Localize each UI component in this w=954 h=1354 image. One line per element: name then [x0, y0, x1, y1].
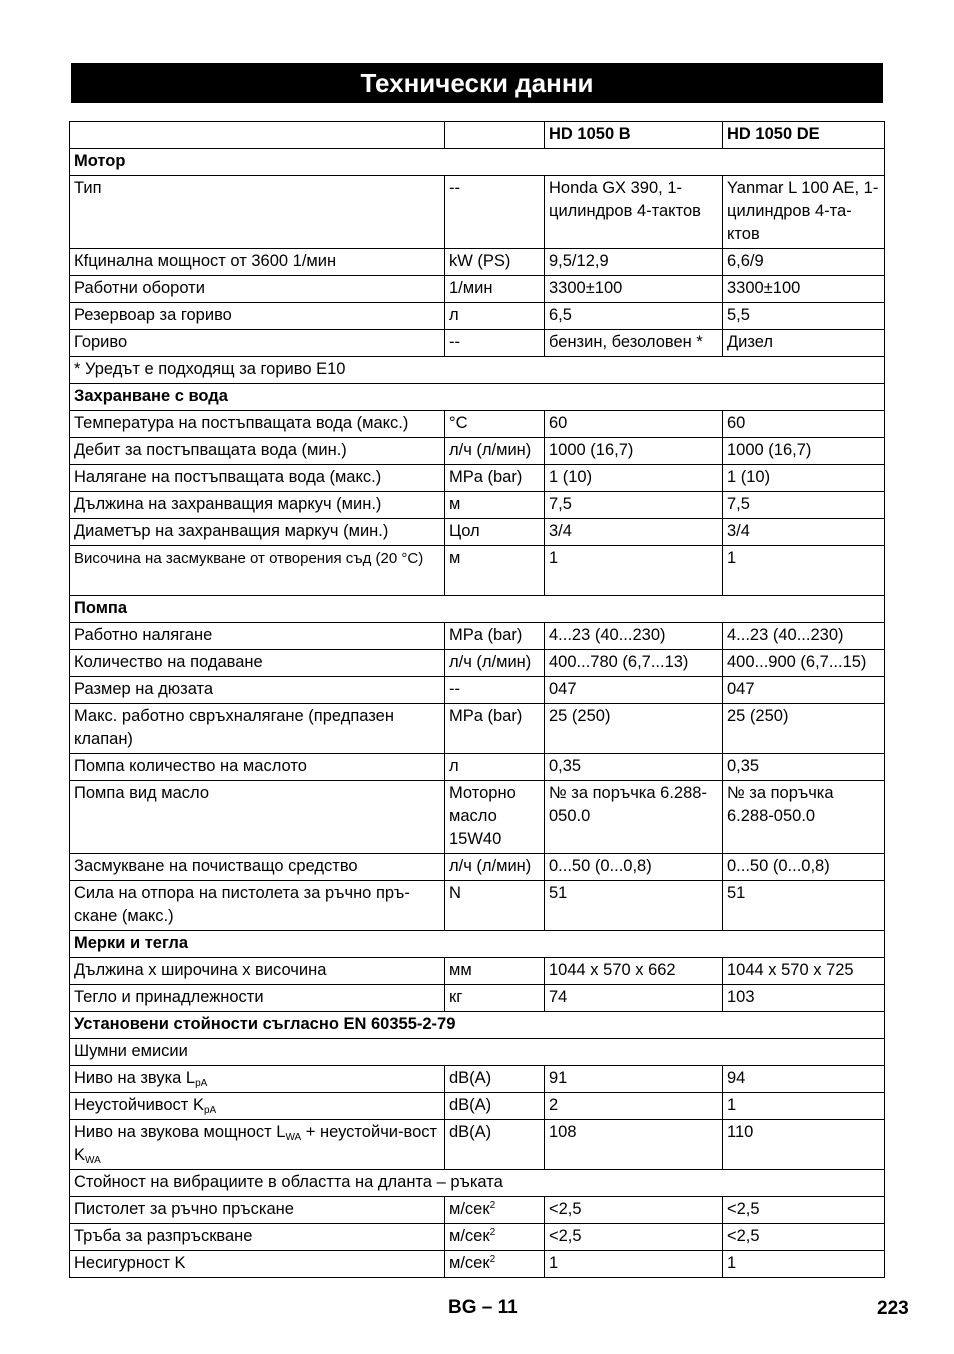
- table-row: [70, 854, 885, 881]
- table-row: [70, 650, 885, 677]
- spec-label-part: Ниво на звукова мощност L: [74, 1123, 286, 1141]
- spec-unit-part: 2: [489, 1254, 496, 1265]
- table-row: [70, 704, 885, 754]
- spec-value-hd1050b: 25 (250): [545, 704, 723, 754]
- spec-label: Работни обороти: [70, 276, 445, 303]
- section-row: [70, 596, 885, 623]
- spec-unit: [445, 1251, 545, 1278]
- spec-value-hd1050b: 3300±100: [545, 276, 723, 303]
- spec-value-hd1050de: 5,5: [723, 303, 885, 330]
- spec-value-hd1050b: 1000 (16,7): [545, 438, 723, 465]
- header-blank: [445, 122, 545, 149]
- spec-unit: --: [445, 330, 545, 357]
- table-row: [70, 411, 885, 438]
- spec-label: Дебит за постъпващата вода (мин.): [70, 438, 445, 465]
- header-blank: [70, 122, 445, 149]
- note-text: Шумни емисии: [70, 1039, 885, 1066]
- spec-unit: N: [445, 881, 545, 931]
- spec-value-hd1050de: 047: [723, 677, 885, 704]
- table-row: [70, 1093, 885, 1120]
- spec-unit: мм: [445, 958, 545, 985]
- spec-value-hd1050b: бензин, безоловен *: [545, 330, 723, 357]
- section-heading: Захранване с вода: [70, 384, 885, 411]
- table-row: [70, 781, 885, 854]
- spec-unit: л: [445, 754, 545, 781]
- spec-value-hd1050b: <2,5: [545, 1224, 723, 1251]
- spec-label: Помпа количество на маслото: [70, 754, 445, 781]
- spec-unit: л/ч (л/мин): [445, 854, 545, 881]
- spec-value-hd1050b: 4...23 (40...230): [545, 623, 723, 650]
- technical-data-table: [69, 121, 885, 1278]
- spec-unit-part: 2: [489, 1227, 496, 1238]
- spec-value-hd1050de: 0,35: [723, 754, 885, 781]
- note-row: [70, 1170, 885, 1197]
- spec-label: Гориво: [70, 330, 445, 357]
- spec-value-hd1050b: 047: [545, 677, 723, 704]
- note-row: [70, 1039, 885, 1066]
- model-header-row: [70, 122, 885, 149]
- spec-value-hd1050b: 7,5: [545, 492, 723, 519]
- table-row: [70, 249, 885, 276]
- spec-label-part: + неустойчи-вост K: [74, 1123, 438, 1164]
- table-row: [70, 1066, 885, 1093]
- section-heading: Мерки и тегла: [70, 931, 885, 958]
- spec-value-hd1050de: № за поръчка 6.288-050.0: [723, 781, 885, 854]
- spec-label: Дължина на захранващия маркуч (мин.): [70, 492, 445, 519]
- spec-label: Тегло и принадлежности: [70, 985, 445, 1012]
- spec-value-hd1050b: <2,5: [545, 1197, 723, 1224]
- spec-unit: Моторно масло 15W40: [445, 781, 545, 854]
- spec-unit: [445, 1224, 545, 1251]
- spec-value-hd1050de: 400...900 (6,7...15): [723, 650, 885, 677]
- spec-value-hd1050de: 103: [723, 985, 885, 1012]
- spec-value-hd1050de: 1: [723, 1251, 885, 1278]
- section-row: [70, 149, 885, 176]
- spec-value-hd1050de: 3/4: [723, 519, 885, 546]
- table-row: [70, 276, 885, 303]
- spec-unit: 1/мин: [445, 276, 545, 303]
- spec-label: Налягане на постъпващата вода (макс.): [70, 465, 445, 492]
- spec-label: Несигурност K: [70, 1251, 445, 1278]
- spec-value-hd1050b: 74: [545, 985, 723, 1012]
- spec-label: [70, 1066, 445, 1093]
- table-row: [70, 958, 885, 985]
- spec-unit: Цол: [445, 519, 545, 546]
- section-heading: Помпа: [70, 596, 885, 623]
- spec-value-hd1050b: 1: [545, 546, 723, 596]
- spec-unit: dB(A): [445, 1093, 545, 1120]
- model-name-hd1050b: HD 1050 B: [545, 122, 723, 149]
- spec-label-part: WA: [285, 1132, 302, 1143]
- spec-unit: dB(A): [445, 1120, 545, 1170]
- spec-value-hd1050b: № за поръчка 6.288-050.0: [545, 781, 723, 854]
- page-title: Технически данни: [71, 63, 883, 103]
- spec-unit: м: [445, 492, 545, 519]
- spec-value-hd1050b: Honda GX 390, 1-цилиндров 4-тактов: [545, 176, 723, 249]
- note-text: * Уредът е подходящ за гориво E10: [70, 357, 885, 384]
- spec-label: Размер на дюзата: [70, 677, 445, 704]
- table-row: [70, 754, 885, 781]
- spec-value-hd1050de: 1000 (16,7): [723, 438, 885, 465]
- table-row: [70, 1197, 885, 1224]
- spec-label-part: Неустойчивост K: [74, 1096, 204, 1114]
- model-name-hd1050de: HD 1050 DE: [723, 122, 885, 149]
- spec-label: Дължина x широчина x височина: [70, 958, 445, 985]
- spec-label: [70, 1093, 445, 1120]
- spec-unit: л/ч (л/мин): [445, 650, 545, 677]
- table-row: [70, 985, 885, 1012]
- spec-value-hd1050b: 108: [545, 1120, 723, 1170]
- spec-value-hd1050de: 94: [723, 1066, 885, 1093]
- spec-value-hd1050de: 1 (10): [723, 465, 885, 492]
- spec-value-hd1050de: 0...50 (0...0,8): [723, 854, 885, 881]
- spec-value-hd1050de: 3300±100: [723, 276, 885, 303]
- table-row: [70, 1120, 885, 1170]
- spec-value-hd1050b: 51: [545, 881, 723, 931]
- spec-value-hd1050b: 6,5: [545, 303, 723, 330]
- spec-label: Работно налягане: [70, 623, 445, 650]
- table-row: [70, 438, 885, 465]
- spec-unit: л/ч (л/мин): [445, 438, 545, 465]
- spec-value-hd1050de: 4...23 (40...230): [723, 623, 885, 650]
- spec-value-hd1050de: 1044 x 570 x 725: [723, 958, 885, 985]
- spec-label-part: WA: [85, 1155, 101, 1166]
- spec-unit-part: 2: [489, 1200, 496, 1211]
- table-row: [70, 492, 885, 519]
- spec-unit: --: [445, 176, 545, 249]
- table-row: [70, 176, 885, 249]
- spec-value-hd1050de: Yanmar L 100 AE, 1-цилиндров 4-та-ктов: [723, 176, 885, 249]
- spec-value-hd1050b: 9,5/12,9: [545, 249, 723, 276]
- spec-value-hd1050de: 6,6/9: [723, 249, 885, 276]
- spec-value-hd1050b: 1: [545, 1251, 723, 1278]
- spec-unit: °C: [445, 411, 545, 438]
- spec-label: Кfцинална мощност от 3600 1/мин: [70, 249, 445, 276]
- table-row: [70, 330, 885, 357]
- spec-value-hd1050de: 1: [723, 1093, 885, 1120]
- table-row: [70, 465, 885, 492]
- spec-label-part: pA: [203, 1105, 217, 1116]
- table-row: [70, 623, 885, 650]
- spec-label: Макс. работно свръхналягане (предпазен клапан): [70, 704, 445, 754]
- spec-unit: л: [445, 303, 545, 330]
- spec-value-hd1050b: 2: [545, 1093, 723, 1120]
- spec-value-hd1050de: 1: [723, 546, 885, 596]
- table-row: [70, 303, 885, 330]
- spec-label: Сила на отпора на пистолета за ръчно пръ-скане (макс.): [70, 881, 445, 931]
- spec-unit: --: [445, 677, 545, 704]
- spec-unit: MPa (bar): [445, 623, 545, 650]
- spec-label: Тръба за разпръскване: [70, 1224, 445, 1251]
- spec-label: Диаметър на захранващия маркуч (мин.): [70, 519, 445, 546]
- section-heading: Мотор: [70, 149, 885, 176]
- table-row: [70, 1224, 885, 1251]
- section-row: [70, 384, 885, 411]
- spec-unit: м: [445, 546, 545, 596]
- footer-section-code: BG – 11: [448, 1297, 518, 1318]
- spec-label: Височина на засмукване от отворения съд (20 °C): [70, 546, 445, 596]
- spec-label: Засмукване на почистващо средство: [70, 854, 445, 881]
- spec-value-hd1050b: 0...50 (0...0,8): [545, 854, 723, 881]
- spec-label: Пистолет за ръчно пръскане: [70, 1197, 445, 1224]
- spec-unit: dB(A): [445, 1066, 545, 1093]
- spec-value-hd1050b: 0,35: [545, 754, 723, 781]
- spec-value-hd1050de: 25 (250): [723, 704, 885, 754]
- spec-unit: MPa (bar): [445, 465, 545, 492]
- spec-value-hd1050b: 1044 x 570 x 662: [545, 958, 723, 985]
- spec-value-hd1050b: 60: [545, 411, 723, 438]
- spec-unit-part: м/сек: [449, 1254, 490, 1272]
- spec-value-hd1050de: <2,5: [723, 1224, 885, 1251]
- spec-label: Температура на постъпващата вода (макс.): [70, 411, 445, 438]
- spec-value-hd1050de: <2,5: [723, 1197, 885, 1224]
- spec-value-hd1050b: 3/4: [545, 519, 723, 546]
- table-row: [70, 546, 885, 596]
- note-row: [70, 357, 885, 384]
- table-row: [70, 1251, 885, 1278]
- section-row: [70, 931, 885, 958]
- spec-value-hd1050b: 1 (10): [545, 465, 723, 492]
- note-text: Стойност на вибрациите в областта на дланта – ръката: [70, 1170, 885, 1197]
- spec-value-hd1050de: 110: [723, 1120, 885, 1170]
- spec-label: Помпа вид масло: [70, 781, 445, 854]
- table-row: [70, 677, 885, 704]
- spec-label-part: pA: [195, 1078, 208, 1089]
- spec-value-hd1050b: 91: [545, 1066, 723, 1093]
- spec-unit: kW (PS): [445, 249, 545, 276]
- spec-label: Тип: [70, 176, 445, 249]
- spec-unit-part: м/сек: [449, 1227, 490, 1245]
- spec-value-hd1050b: 400...780 (6,7...13): [545, 650, 723, 677]
- spec-unit: MPa (bar): [445, 704, 545, 754]
- spec-unit-part: м/сек: [449, 1200, 490, 1218]
- spec-label-part: Ниво на звука L: [74, 1069, 196, 1087]
- spec-label: Резервоар за гориво: [70, 303, 445, 330]
- footer-page-number: 223: [877, 1298, 909, 1319]
- section-heading: Установени стойности съгласно EN 60355-2-79: [70, 1012, 885, 1039]
- table-row: [70, 881, 885, 931]
- spec-value-hd1050de: 60: [723, 411, 885, 438]
- spec-label: [70, 1120, 445, 1170]
- section-row: [70, 1012, 885, 1039]
- table-row: [70, 519, 885, 546]
- spec-unit: [445, 1197, 545, 1224]
- spec-value-hd1050de: 7,5: [723, 492, 885, 519]
- spec-value-hd1050de: Дизел: [723, 330, 885, 357]
- spec-label: Количество на подаване: [70, 650, 445, 677]
- spec-value-hd1050de: 51: [723, 881, 885, 931]
- spec-unit: кг: [445, 985, 545, 1012]
